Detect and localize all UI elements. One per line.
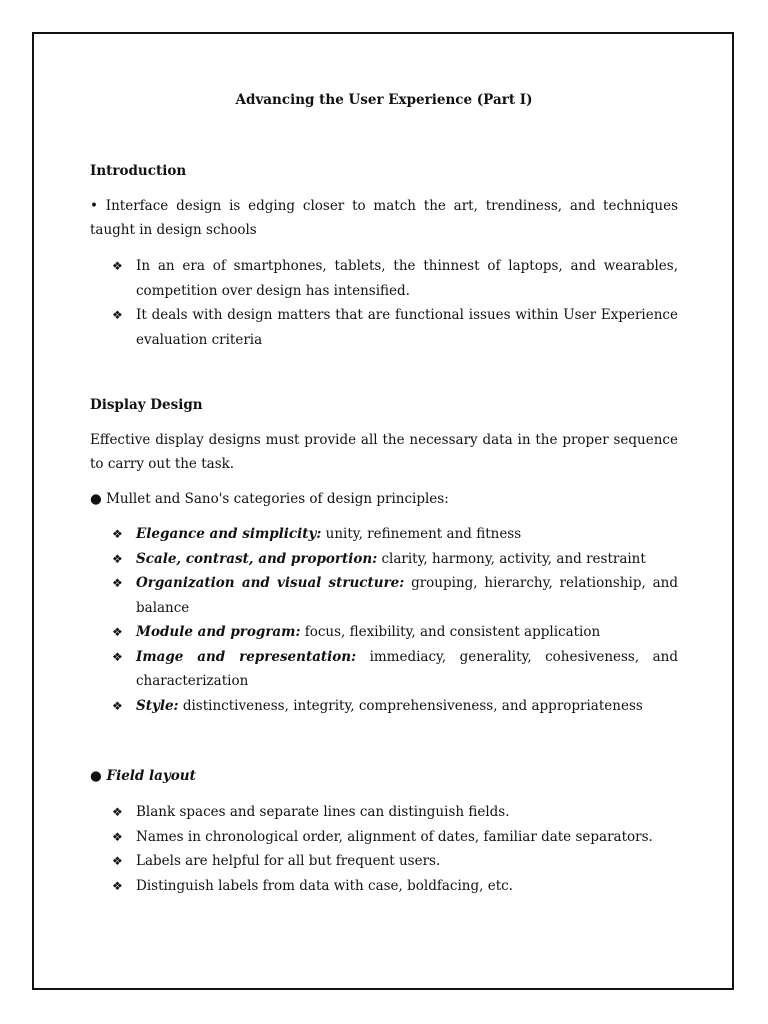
diamond-bullet-icon: ❖ [112,308,123,322]
introduction-paragraph: • Interface design is edging closer to match the art, trendiness, and techniques taught in design schools [90,198,678,238]
principle-description: distinctiveness, integrity, comprehensiveness, and appropriateness [178,697,643,714]
list-item: ❖ Names in chronological order, alignment of dates, familiar date separators. [90,825,678,850]
introduction-bullet-list [90,254,678,352]
diamond-bullet-icon: ❖ [112,259,123,273]
principle-term: Style: [136,697,179,714]
list-item: ❖ Distinguish labels from data with case, boldfacing, etc. [90,874,678,899]
principle-description: grouping, hierarchy, relationship, and balance [136,575,679,616]
display-design-heading: Display Design [90,397,203,413]
list-item [90,547,678,572]
list-item [90,571,678,620]
principle-term: Module and program: [136,624,301,640]
design-principles-intro: ● Mullet and Sano's categories of design principles: [90,491,449,507]
diamond-bullet-icon: ❖ [112,829,123,844]
diamond-bullet-icon: ❖ [112,551,123,566]
list-item: ❖ It deals with design matters that are functional issues within User Experience evaluation criteria [90,303,678,352]
list-item [90,645,678,694]
diamond-bullet-icon: ❖ [112,625,123,639]
principle-term: Scale, contrast, and proportion: [136,550,378,567]
diamond-bullet-icon: ❖ [112,527,123,541]
principle-description: clarity, harmony, activity, and restraint [377,550,646,567]
diamond-bullet-icon: ❖ [112,698,123,713]
list-item [90,694,678,719]
display-design-paragraph: Effective display designs must provide all the necessary data in the proper sequence to carry out the task. [90,432,678,472]
diamond-bullet-icon: ❖ [112,649,123,664]
document-title: Advancing the User Experience (Part I) [235,92,533,108]
list-item: ❖ Blank spaces and separate lines can distinguish fields. [90,800,678,825]
principle-term: Organization and visual structure: [136,575,405,591]
field-layout-list [90,800,678,898]
field-layout-heading: ● Field layout [90,768,196,784]
diamond-bullet-icon: ❖ [112,805,123,819]
list-item [90,522,678,547]
design-principles-list [90,522,678,718]
principle-term: Image and representation: [136,648,357,665]
principle-description: immediacy, generality, cohesiveness, and characterization [136,648,678,689]
principle-description: focus, flexibility, and consistent application [300,624,601,640]
principle-term: Elegance and simplicity: [136,526,322,542]
list-item: ❖ Labels are helpful for all but frequent users. [90,849,678,874]
list-item [90,620,678,645]
introduction-heading: Introduction [90,163,187,179]
diamond-bullet-icon: ❖ [112,854,123,868]
diamond-bullet-icon: ❖ [112,576,123,590]
principle-description: unity, refinement and fitness [321,526,522,542]
diamond-bullet-icon: ❖ [112,878,123,893]
list-item: ❖ In an era of smartphones, tablets, the thinnest of laptops, and wearables, competition over design has intensified. [90,254,678,303]
